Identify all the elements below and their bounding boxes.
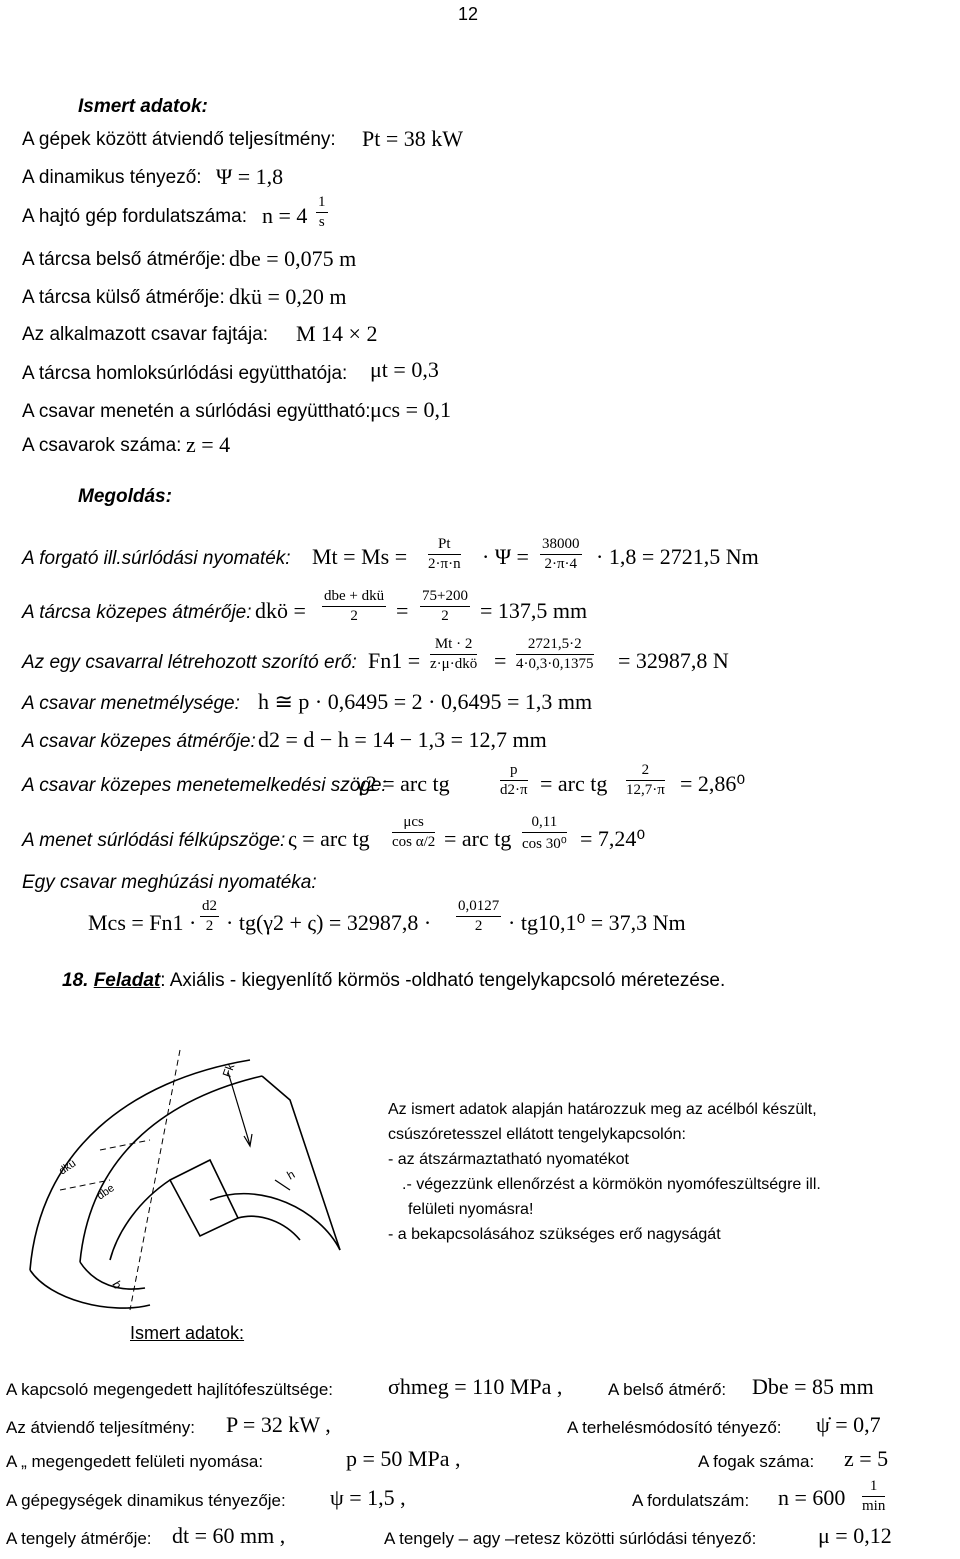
thread-depth-label: A csavar menetmélysége: <box>22 693 240 714</box>
mean-diameter-result: = 137,5 mm <box>480 598 588 623</box>
friction-angle-mid: = arc tg <box>444 826 512 851</box>
clamping-force-fraction-2: $\frac{2721,5\cdot 2}{4\cdot 0,3\cdot 0,1375}$ <box>516 636 594 672</box>
force-label: Fk <box>219 1061 238 1080</box>
description-line: - a bekapcsolásához szükséges erő nagyságát <box>388 1226 721 1243</box>
inner-dia-label: A belső átmérő: <box>608 1380 727 1399</box>
torque-fraction-1: $\frac{Pt}{2\cdot\pi\cdot n}$ <box>428 536 461 572</box>
speed-label: A hajtó gép fordulatszáma: <box>22 206 247 227</box>
tightening-torque-fraction-1: $\frac{d2}{2}$ <box>202 898 217 934</box>
known-data-heading-2 <box>130 1323 244 1344</box>
load-factor-label: A terhelésmódosító tényező: <box>567 1418 782 1437</box>
friction-angle-fraction-1: μcs cos α/2 <box>392 814 436 850</box>
teeth-count-value: z = 5 <box>844 1446 889 1471</box>
tightening-torque-fraction-2: $\frac{0,0127}{2}$ <box>458 898 500 934</box>
shaft-diameter-value: dt = 60 mm , <box>172 1523 286 1548</box>
bending-stress-value: σhmeg = 110 MPa , <box>388 1374 563 1399</box>
torque-lhs: Mt = Ms = <box>312 544 408 569</box>
claw-edge <box>238 1216 300 1240</box>
page-number: 12 <box>458 4 479 24</box>
lead-angle-fraction-2: $\frac{2}{12,7\cdot\pi}$ <box>626 762 665 798</box>
lead-angle-lhs: γ2 = arc tg <box>356 771 450 796</box>
outer-diameter-value: dkü = 0,20 m <box>229 284 347 309</box>
clamping-force-lhs: Fn1 = <box>368 648 421 673</box>
task-description-block <box>388 1097 821 1247</box>
speed-value: n = 4 <box>262 203 308 228</box>
surface-pressure-label: A „ megengedett felületi nyomása: <box>6 1452 264 1471</box>
right-edge <box>262 1076 340 1250</box>
description-line: - az átszármaztatható nyomatékot <box>388 1151 629 1168</box>
h-tick <box>275 1180 290 1190</box>
key-friction-label: A tengely – agy –retesz közötti súrlódási tényező: <box>384 1529 757 1548</box>
mean-diameter-fraction-2: $\frac{75+200}{2}$ <box>422 588 468 624</box>
torque-label: A forgató ill.súrlódási nyomaték: <box>22 548 291 569</box>
key-friction-value: μ = 0,12 <box>818 1523 892 1548</box>
bolt-count-label: A csavarok száma: <box>22 435 182 456</box>
width-figure-label: b <box>109 1278 125 1292</box>
task-title <box>62 970 725 992</box>
power-label: A gépek között átviendő teljesítmény: <box>22 129 336 150</box>
friction-angle-lhs: ς = arc tg <box>288 826 370 851</box>
lead-angle-fraction-1: $\frac{p}{d2\cdot\pi}$ <box>500 762 528 798</box>
outer-diameter-label: A tárcsa külső átmérője: <box>22 287 225 308</box>
lead-angle-mid: = arc tg <box>540 771 608 796</box>
inner-arc-2 <box>110 1180 170 1260</box>
clamping-force-label: Az egy csavarral létrehozott szorító erő: <box>22 652 357 673</box>
shaft-diameter-label: A tengely átmérője: <box>6 1529 152 1548</box>
torque-result: · 1,8 = 2721,5 Nm <box>596 544 759 569</box>
inner-diameter-figure-label: dbe <box>94 1182 117 1203</box>
bolt-type-value: M 14 × 2 <box>296 321 378 346</box>
task-description: : Axiális - kiegyenlítő körmös -oldható tengelykapcsoló méretezése. <box>160 970 726 991</box>
coupling-sketch-figure <box>0 1040 370 1320</box>
clamping-force-fraction-1: Mt · 2 z·μ·dkö <box>430 636 478 672</box>
inner-arc-1 <box>80 1076 262 1262</box>
friction-angle-label: A menet súrlódási félkúpszöge: <box>22 830 286 851</box>
pitch-diameter-label: A csavar közepes átmérője: <box>22 731 256 752</box>
teeth-count-label: A fogak száma: <box>698 1452 815 1471</box>
face-friction-label: A tárcsa homloksúrlódási együtthatója: <box>22 363 348 384</box>
lead-angle-label: A csavar közepes menetemelkedési szöge: <box>22 775 387 796</box>
solution-heading: Megoldás: <box>78 486 172 507</box>
dynamic-factor-2-value: ψ = 1,5 , <box>330 1485 406 1510</box>
description-line: felületi nyomásra! <box>408 1201 534 1218</box>
known-data-heading-2-text: Ismert adatok: <box>130 1323 245 1343</box>
claw-block <box>170 1160 238 1236</box>
tightening-torque-lhs: Mcs = Fn1 · <box>88 910 197 935</box>
lead-angle-result: = 2,86⁰ <box>680 771 746 796</box>
height-figure-label: h <box>284 1167 298 1183</box>
speed-2-value: n = 600 <box>778 1485 846 1510</box>
thread-depth-expr: h ≅ p · 0,6495 = 2 · 0,6495 = 1,3 mm <box>258 689 593 714</box>
task-number: 18. <box>62 970 89 991</box>
face-friction-value: μt = 0,3 <box>370 357 439 382</box>
tightening-torque-label: Egy csavar meghúzási nyomatéka: <box>22 872 317 893</box>
speed-2-unit-fraction: 1 min <box>862 1478 886 1514</box>
description-line: Az ismert adatok alapján határozzuk meg az acélból készült, <box>388 1101 817 1118</box>
task-word: Feladat <box>93 970 161 991</box>
inner-diameter-value: dbe = 0,075 m <box>229 246 357 271</box>
dynamic-factor-2-label: A gépegységek dinamikus tényezője: <box>6 1491 286 1510</box>
clamping-force-result: = 32987,8 N <box>618 648 729 673</box>
friction-angle-fraction-2: $\frac{0,11}{\text{cos 30⁰}}$ <box>522 814 567 852</box>
thread-friction-value: μcs = 0,1 <box>370 397 452 422</box>
torque-mid: · Ψ = <box>482 544 529 569</box>
surface-pressure-value: p = 50 MPa , <box>346 1446 461 1471</box>
thread-friction-label: A csavar menetén a súrlódási együttható: <box>22 401 371 422</box>
mean-diameter-fraction-1: dbe + dkü 2 <box>324 588 385 624</box>
clamping-force-mid: = <box>494 648 507 673</box>
bolt-count-value: z = 4 <box>186 432 231 457</box>
pitch-diameter-expr: d2 = d − h = 14 − 1,3 = 12,7 mm <box>258 727 547 752</box>
description-line: .- végezzünk ellenőrzést a körmökön nyomófeszültségre ill. <box>402 1176 821 1193</box>
speed-unit-fraction: $\frac{1}{s}$ <box>318 194 326 230</box>
description-line: csúszóretesszel ellátott tengelykapcsolón: <box>388 1126 686 1143</box>
speed-2-label: A fordulatszám: <box>632 1491 750 1510</box>
tightening-torque-mid: · tg(γ2 + ς) = 32987,8 · <box>226 910 432 935</box>
mean-diameter-label: A tárcsa közepes átmérője: <box>22 602 252 623</box>
load-factor-value: ψ̇ = 0,7 <box>816 1412 881 1437</box>
torque-fraction-2: $\frac{38000}{2\cdot\pi\cdot 4}$ <box>542 536 580 572</box>
power-value: Pt = 38 kW <box>362 126 464 151</box>
outer-diameter-figure-label: dkü <box>56 1157 79 1178</box>
mean-diameter-mid: = <box>396 598 409 623</box>
mean-diameter-lhs: dkö = <box>255 598 306 623</box>
inner-dia-value: Dbe = 85 mm <box>752 1374 874 1399</box>
bending-stress-label: A kapcsoló megengedett hajlítófeszültsége: <box>6 1380 333 1399</box>
dynamic-factor-value: Ψ = 1,8 <box>216 164 284 189</box>
dynamic-factor-label: A dinamikus tényező: <box>22 167 202 188</box>
power-2-label: Az átviendő teljesítmény: <box>6 1418 195 1437</box>
known-data-heading: Ismert adatok: <box>78 96 208 117</box>
power-2-value: P = 32 kW , <box>226 1412 331 1437</box>
inner-diameter-label: A tárcsa belső átmérője: <box>22 249 226 270</box>
friction-angle-result: = 7,24⁰ <box>580 826 646 851</box>
bolt-type-label: Az alkalmazott csavar fajtája: <box>22 324 269 345</box>
tightening-torque-result: · tg10,1⁰ = 37,3 Nm <box>508 910 686 935</box>
